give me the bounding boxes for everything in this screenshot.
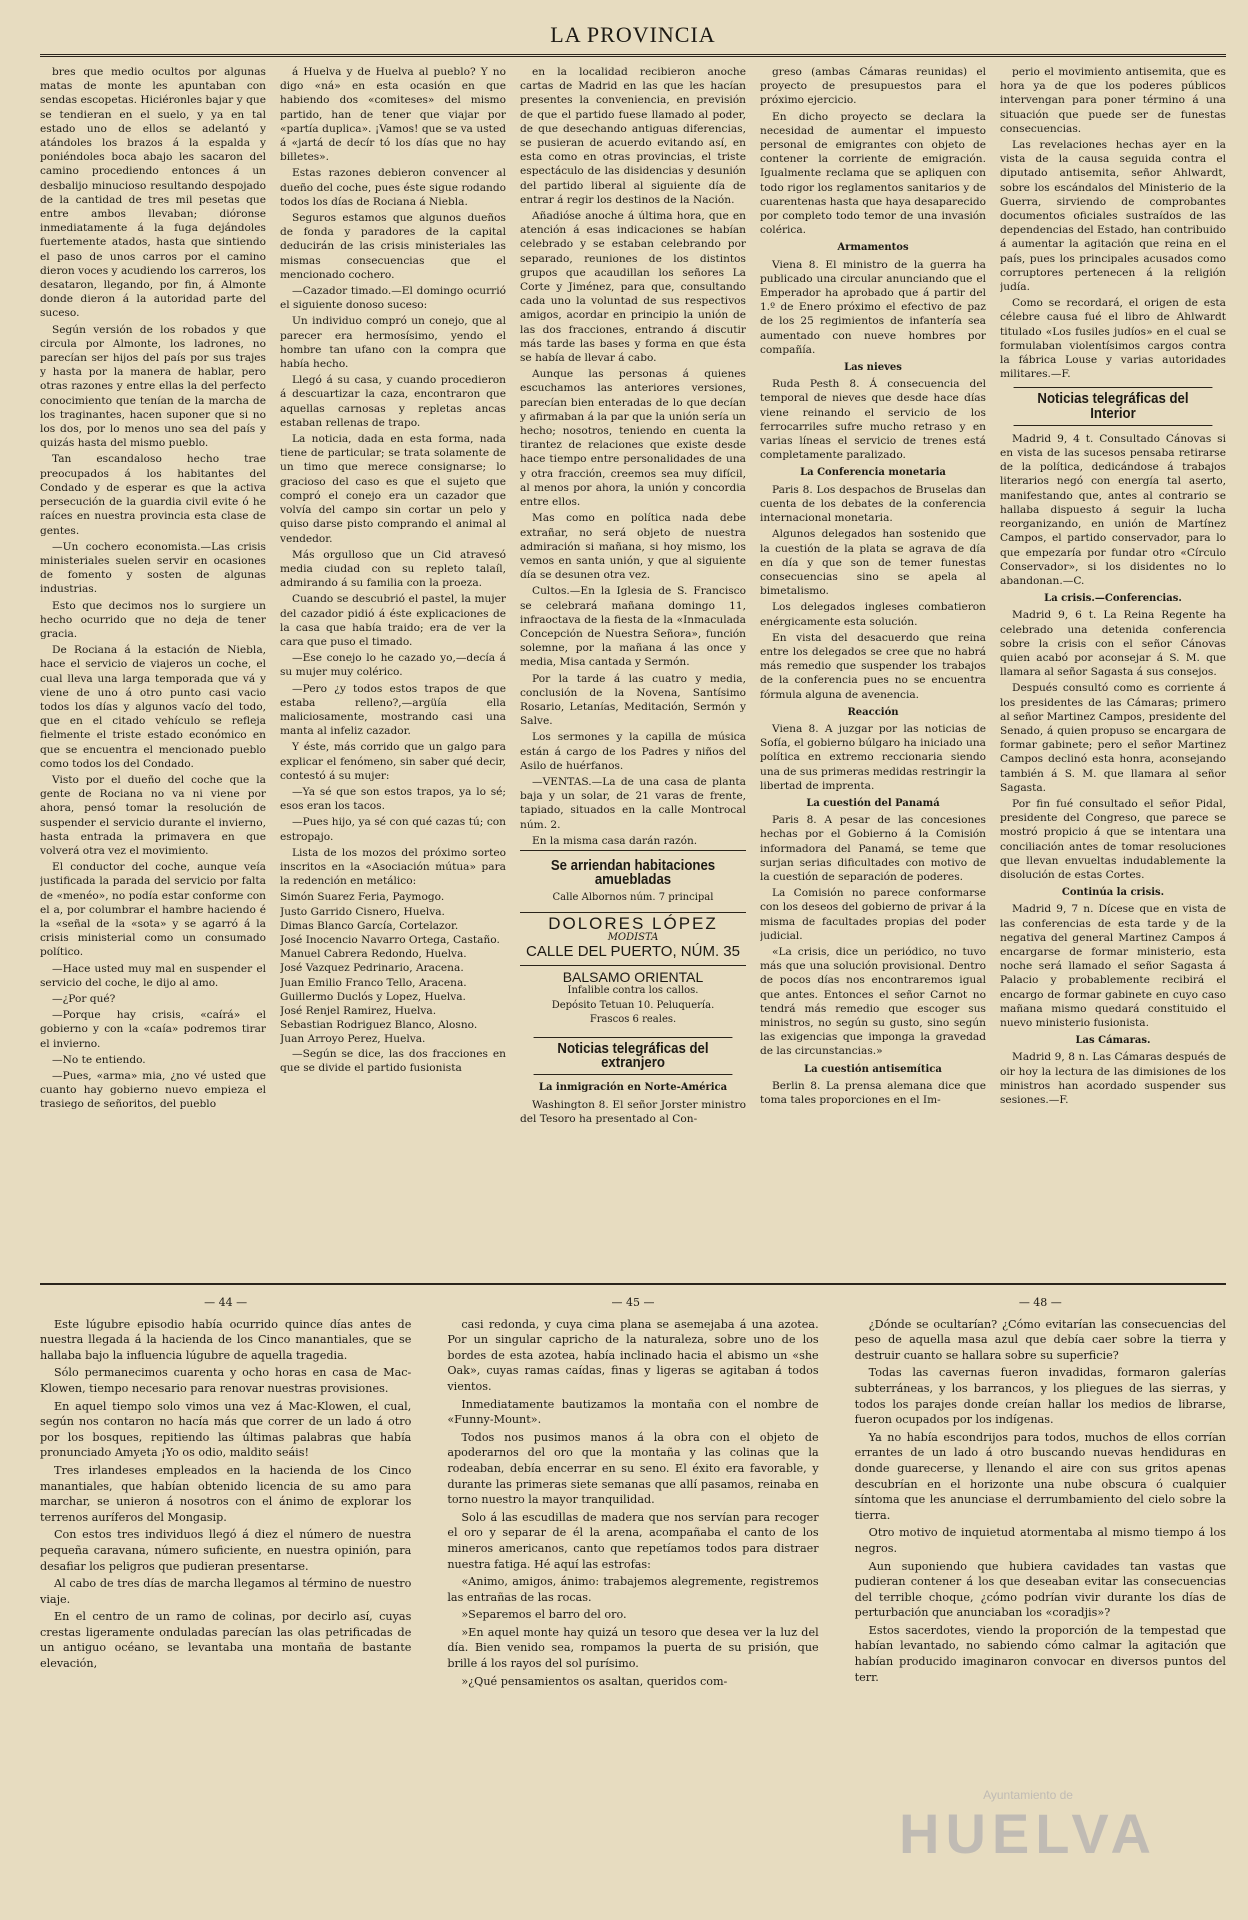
- ad-rooms-address: Calle Albornos núm. 7 principal: [552, 892, 714, 904]
- ad-dolores-name: DOLORES LÓPEZ: [548, 913, 718, 933]
- paragraph: Paris 8. Los despachos de Bruselas dan cuenta de los debates de la conferencia internacional monetaria.: [760, 483, 986, 525]
- paragraph: ¿Dónde se ocultarían? ¿Cómo evitarían las consecuencias del peso de aquella masa azul que debía caer sobre la tierra y destruir cuanto se hallara sobre su superficie?: [854, 1317, 1226, 1362]
- paragraph: Como se recordará, el origen de esta célebre causa fué el libro de Ahlwardt titulado «Los fusiles judíos» en el cual se formulaban violentísimos cargos contra la fábrica Louse y varias autoridades militares.—F.: [1000, 297, 1226, 381]
- paragraph: Después consultó como es corriente á los presidentes de las Cámaras; primero al señor Martinez Campos, presidente del Senado, á quien propuso se encargara de formar gabinete; pero el señor Martinez Campos declinó esta honra, aconsejando también á S. M. que llamara al señor Sagasta.: [1000, 682, 1226, 794]
- names-list: [280, 890, 506, 1046]
- paragraph: Washington 8. El señor Jorster ministro del Tesoro ha presentado al Con-: [520, 1098, 746, 1125]
- paragraph: Solo á las escudillas de madera que nos servían para recoger el oro y separar de él la arena, acompañaba el canto de los mineros americanos, canto que repetíamos todos para distraer nuestra fatiga. Hé aquí las estrofas:: [447, 1510, 819, 1571]
- subheading: La inmigración en Norte-América: [538, 1082, 728, 1094]
- ad-balsamo-line: Frascos 6 reales.: [589, 1013, 677, 1025]
- paragraph: Madrid 9, 6 t. La Reina Regente ha celebrado una detenida conferencia sobre la crisis con el señor Cánovas quien acabó por aconsejar á S. M. que llamara al señor Sagasta á sus consejos.: [1000, 609, 1226, 679]
- page-number: — 48 —: [1018, 1296, 1062, 1309]
- paragraph: Viena 8. A juzgar por las noticias de Sofía, el gobierno búlgaro ha iniciado una política en extremo reccionaria siendo una de sus primeras medidas restringir la libertad de imprenta.: [760, 722, 986, 792]
- paragraph: En aquel tiempo solo vimos una vez á Mac-Klowen, el cual, según nos contaron no hacía más que correr de un lado á otro por los bosques, repitiendo las últimas palabras que había pronunciado Amyeta ¡Yo os odio, maldito seáis!: [40, 1399, 412, 1460]
- paragraph: Otro motivo de inquietud atormentaba al mismo tiempo á los negros.: [854, 1526, 1226, 1555]
- list-item: Juan Arroyo Perez, Huelva.: [280, 1033, 426, 1046]
- paragraph: Cuando se descubrió el pastel, la mujer del cazador pidió á éste explicaciones de la casa que había traido; era de ver la cara que puso el timado.: [280, 593, 506, 648]
- paragraph: —Pues, «arma» mia, ¿no vé usted que cuanto hay gobierno nuevo empieza el trasiego de señoritos, del pueblo: [40, 1070, 266, 1111]
- list-item: Dimas Blanco García, Cortelazor.: [280, 919, 459, 932]
- column-4: [760, 65, 986, 1275]
- paragraph: Según versión de los robados y que circula por Almonte, los ladrones, no parecían ser hijos del país por sus trajes y hasta por la manera de hablar, pero otras razones y entre ellas la del perfecto conocimiento que tenían de la marcha de los traginantes, hacen suponer que si no los dos, por lo menos uno sea del país y quizás hasta del mismo pueblo.: [40, 323, 266, 450]
- watermark-line: Ayuntamiento de: [983, 1788, 1073, 1802]
- ad-rooms-title: Se arriendan habitaciones amuebladas: [550, 856, 716, 889]
- paragraph: Algunos delegados han sostenido que la cuestión de la plata se agrava de día en día y que son de temer funestas consecuencias sino se apela al bimetalismo.: [760, 528, 986, 598]
- page-number: — 44 —: [204, 1296, 248, 1309]
- column-1: [40, 65, 266, 1275]
- paragraph: Madrid 9, 8 n. Las Cámaras después de oir hoy la lectura de las dimisiones de los ministros han acordado suspender sus sesiones.—F.: [1000, 1051, 1226, 1107]
- paragraph: —Un cochero economista.—Las crisis ministeriales suelen servir en ocasiones de fomento y sosten de algunas industrias.: [40, 540, 266, 596]
- ad-balsamo: [520, 965, 746, 1031]
- paragraph: greso (ambas Cámaras reunidas) el proyecto de presupuestos para el próximo ejercicio.: [760, 66, 986, 107]
- masthead-rule: [40, 54, 1226, 57]
- ad-dolores-address: CALLE DEL PUERTO, NÚM. 35: [526, 942, 740, 960]
- paragraph: —Ya sé que son estos trapos, ya lo sé; esos eran los tacos.: [280, 785, 506, 813]
- paragraph: En vista del desacuerdo que reina entre los delegados se cree que no habrá más remedio que suspender los trabajos de la conferencia pues no se encuentra fórmula alguna de avenencia.: [760, 631, 986, 701]
- subheading: La cuestión antisemítica: [804, 1063, 942, 1075]
- paragraph: Berlin 8. La prensa alemana dice que toma tales proporciones en el Im-: [760, 1079, 986, 1107]
- paragraph: —Según se dice, las dos fracciones en que se divide el partido fusionista: [280, 1047, 506, 1074]
- paragraph: Estos sacerdotes, viendo la proporción de la tempestad que habían levantado, no sabiendo cómo calmar la agitación que habían producido imaginaron convocar en diversos puntos del terr.: [854, 1623, 1226, 1684]
- paragraph: »En aquel monte hay quizá un tesoro que desea ver la luz del día. Bien venido sea, rompamos la puerta de su prisión, que brille á los rayos del sol purísimo.: [447, 1625, 819, 1671]
- folletin-page-44: [40, 1295, 411, 1915]
- paragraph: Tres irlandeses empleados en la hacienda de los Cinco manantiales, que habían obtenido licencia de su amo para marchar, se unieron á nosotros con el ánimo de explorar los terrenos auríferos del Mongasip.: [40, 1463, 412, 1524]
- paragraph: Madrid 9, 4 t. Consultado Cánovas si en vista de las sucesos pensaba retirarse de la política, dedicándose á trabajos literarios negó con energía tal aserto, manifestando que, antes al contrario se hallaba dispuesto á seguir la lucha reorganizando, en unión de Martínez Campos, el partido conservador, para lo que empezaría por fundar otro «Círculo Conservador», si los disidentes no lo abandonan.—C.: [1000, 432, 1226, 587]
- paragraph: Aunque las personas á quienes escuchamos las anteriores versiones, parecían bien enteradas de lo que decían y afirmaban á la par que la unión sería un hecho; nosotros, teniendo en cuenta la tirantez de relaciones que existe desde hace tiempo entre personalidades de una y otra fracción, creemos sea muy difícil, al menos por ahora, la unión y concordia entre ellos.: [520, 368, 746, 509]
- paragraph: Más orgulloso que un Cid atravesó media ciudad con su repleto talaíl, admirando á su familia con la proeza.: [280, 548, 506, 590]
- paragraph: Al cabo de tres días de marcha llegamos al término de nuestro viaje.: [40, 1577, 412, 1606]
- masthead-title: LA PROVINCIA: [550, 22, 716, 47]
- ad-balsamo-line: Depósito Tetuan 10. Peluquería.: [551, 999, 715, 1011]
- section-heading-foreign: Noticias telegráficas del extranjero: [534, 1037, 733, 1075]
- paragraph: perio el movimiento antisemita, que es hora ya de que los poderes públicos intervengan para poner término á una situación que puede ser de funestas consecuencias.: [1000, 66, 1226, 135]
- paragraph: —Ese conejo lo he cazado yo,—decía á su mujer muy colérico.: [280, 652, 506, 679]
- paragraph: Seguros estamos que algunos dueños de fonda y paradores de la capital deducirán de las crisis ministeriales las mismas consecuencias que el mencionado cochero.: [280, 212, 506, 281]
- paragraph: Ruda Pesth 8. Á consecuencia del temporal de nieves que desde hace días viene reinando el servicio de los ferrocarriles sufre mucho retraso y en varias líneas el servicio de trenes está completamente paralizado.: [760, 378, 986, 462]
- paragraph: —Cazador timado.—El domingo ocurrió el siguiente donoso suceso:: [280, 285, 506, 312]
- paragraph: Por la tarde á las cuatro y media, conclusión de la Novena, Santísimo Rosario, Letanías, Meditación, Sermón y Salve.: [520, 672, 746, 728]
- subheading: Reacción: [847, 706, 899, 718]
- subheading: Continúa la crisis.: [1061, 887, 1165, 899]
- ad-balsamo-name: BALSAMO ORIENTAL: [562, 969, 704, 986]
- paragraph: Madrid 9, 7 n. Dícese que en vista de las conferencias de esta tarde y de la negativa del general Martinez Campos á encargarse de formar ministerio, esta noche será llamado el señor Sagasta á Palacio y probablemente recibirá el encargo de formar gabinete en cuyo caso mañana mismo quedará constituido el nuevo ministerio fusionista.: [1000, 903, 1226, 1029]
- column-3: [520, 65, 746, 1275]
- list-item: Juan Emilio Franco Tello, Aracena.: [280, 976, 467, 989]
- paragraph: —Hace usted muy mal en suspender el servicio del coche, le dijo al amo.: [40, 962, 266, 989]
- paragraph: La noticia, dada en esta forma, nada tiene de particular; se trata solamente de un timo que merece consignarse; lo gracioso del caso es que el sujeto que compró el conejo era un cazador que volvía del campo sin cortar un pelo y quiso darse pisto comprando el animal al vendedor.: [280, 433, 506, 545]
- paragraph: —No te entiendo.: [52, 1053, 146, 1066]
- paragraph: En la misma casa darán razón.: [532, 834, 698, 847]
- ad-balsamo-line: Infalible contra los callos.: [567, 985, 699, 997]
- subheading: Las nieves: [844, 362, 902, 374]
- paragraph: »¿Qué pensamientos os asaltan, queridos com-: [461, 1674, 728, 1688]
- list-item: Guillermo Duclós y Lopez, Huelva.: [280, 990, 466, 1003]
- paragraph: Los delegados ingleses combatieron enérgicamente esta solución.: [760, 601, 986, 628]
- list-item: Justo Garrido Cisnero, Huelva.: [280, 905, 445, 918]
- list-item: José Vazquez Pedrinario, Aracena.: [280, 962, 464, 975]
- paragraph: á Huelva y de Huelva al pueblo? Y no digo «ná» en esta ocasión en que habiendo dos «comiteses» del mismo partido, han de tener que viajar por «partía duplica». ¡Vamos! que se va usted á «jartá de decír tó los días que no hay billetes».: [280, 66, 506, 164]
- paragraph: Todas las cavernas fueron invadidas, formaron galerías subterráneas, y los barrancos, y los pliegues de las sierras, y todos los parajes donde creían hallar los medios de librarse, fueron ocupados por los indígenas.: [854, 1366, 1226, 1427]
- paragraph: Ya no había escondrijos para todos, muchos de ellos corrían errantes de un lado á otro buscando nuevas hendiduras en donde guarecerse, y llenando el aire con sus gritos apenas descubrían en el horizonte una nube obscura ó cualquier síntoma que les anunciase el derrumbamiento del cielo sobre la tierra.: [854, 1430, 1226, 1522]
- section-heading-interior: Noticias telegráficas del Interior: [1014, 387, 1213, 425]
- list-item: José Inocencio Navarro Ortega, Castaño.: [280, 933, 500, 946]
- paragraph: —Porque hay crisis, «caírá» el gobierno y con la «caía» podremos tirar el invierno.: [40, 1009, 266, 1050]
- paragraph: »Separemos el barro del oro.: [461, 1608, 627, 1622]
- paragraph: —VENTAS.—La de una casa de planta baja y un solar, de 21 varas de frente, tapiado, situados en la calle Montrocal núm. 2.: [520, 775, 746, 831]
- paragraph: Todos nos pusimos manos á la obra con el objeto de apoderarnos del oro que la montaña y las colinas que la rodeaban, debía encerrar en su seno. El éxito era favorable, y durante las primeras siete semanas que allí pasamos, reinaba en torno nuestro la mayor tranquilidad.: [447, 1430, 819, 1507]
- paragraph: —Pues hijo, ya sé con qué cazas tú; con estropajo.: [280, 816, 506, 843]
- paragraph: En el centro de un ramo de colinas, por decirlo así, cuyas crestas ligeramente onduladas parecían las olas petrificadas de un antiguo océano, se levantaba una montaña de bastante elevación,: [40, 1610, 412, 1671]
- watermark-line: HUELVA: [899, 1802, 1157, 1865]
- news-columns: [40, 65, 1226, 1275]
- paragraph: Viena 8. El ministro de la guerra ha publicado una circular anunciando que el Emperador ha aprobado que á partir del 1.º de Enero próximo el efectivo de paz de los 25 regimientos de infantería sea aumentado con nueve hombres por compañía.: [760, 258, 986, 356]
- page-number: — 45 —: [611, 1296, 655, 1309]
- paragraph: Cultos.—En la Iglesia de S. Francisco se celebrará mañana domingo 11, infraoctava de la fiesta de la «Inmaculada Concepción de Nuestra Señora», función solemne, por la mañana á las once y media, Misa cantada y Sermón.: [520, 585, 746, 669]
- ad-dolores-trade: MODISTA: [607, 931, 659, 943]
- paragraph: Paris 8. A pesar de las concesiones hechas por el Gobierno á la Comisión informadora del Panamá, se teme que surjan serias dificultades con motivo de la cuestión de separación de poderes.: [760, 814, 986, 883]
- paragraph: Lista de los mozos del próximo sorteo inscritos en la «Asociación mútua» para la redención en metálico:: [280, 846, 506, 888]
- column-5: [1000, 65, 1226, 1275]
- paragraph: En dicho proyecto se declara la necesidad de aumentar el impuesto personal de emigrantes con objeto de contener la corriente de emigración. Igualmente reclama que se apliquen con todo rigor los reglamentos sanitarios y de cuarentenas hasta que haya desaparecido por completo todo temor de una invasión colérica.: [760, 110, 986, 237]
- paragraph: —¿Por qué?: [52, 993, 116, 1005]
- paragraph: «La crisis, dice un periódico, no tuvo más que una solución provisional. Dentro de pocos días nos encontraremos igual que antes. Entonces el señor Carnot no tendrá más remedio que escoger sus ministros, no según su gusto, sino según las exigencias que imponga la gravedad de las circunstancias.»: [760, 945, 986, 1058]
- paragraph: De Rociana á la estación de Niebla, hace el servicio de viajeros un coche, el cual lleva una larga temporada que vá y viene de uno á otro punto casi vacio todos los días y algunos vacío del todo, que en el citado vehículo se refleja fielmente el triste estado económico en que se encuentra el mencionado pueblo como todos los del Condado.: [40, 644, 266, 770]
- folletin-divider: [40, 1283, 1226, 1285]
- subheading: Las Cámaras.: [1075, 1035, 1151, 1047]
- paragraph: Un individuo compró un conejo, que al parecer era hermosísimo, yendo el hombre tan ufano con la compra que había hecho.: [280, 315, 506, 371]
- ad-rooms: [520, 850, 746, 910]
- folletin-page-45: [447, 1295, 818, 1915]
- list-item: José Renjel Ramirez, Huelva.: [280, 1005, 437, 1017]
- paragraph: Mas como en política nada debe extrañar, no será objeto de nuestra admiración si mañana, si hoy mismo, los vemos en santa unión, y que al siguiente día se desunen otra vez.: [520, 512, 746, 582]
- list-item: Manuel Cabrera Redondo, Huelva.: [280, 948, 467, 961]
- paragraph: Este lúgubre episodio había ocurrido quince días antes de nuestra llegada á la hacienda de los Cinco manantiales, que se hallaba bajo la influencia lúgubre de aquella tragedia.: [40, 1317, 412, 1362]
- paragraph: Los sermones y la capilla de música están á cargo de los Padres y niños del Asilo de huérfanos.: [520, 731, 746, 772]
- column-2: [280, 65, 506, 1275]
- paragraph: Llegó á su casa, y cuando procedieron á descuartizar la caza, encontraron que aquellas carnosas y repletas ancas estaban rellenas de trapo.: [280, 374, 506, 429]
- paragraph: Con estos tres individuos llegó á diez el número de nuestra pequeña caravana, número suficiente, en nuestra opinión, para desafiar los peligros que pudieran presentarse.: [40, 1528, 412, 1573]
- paragraph: en la localidad recibieron anoche cartas de Madrid en las que les hacían presentes la conveniencia, en previsión de que el partido fuese llamado al poder, de que desechando antiguas diferencias, se pusieran de acuerdo evitando así, en esta como en otras provincias, el triste espectáculo de las disidencias y desunión del partido liberal al siguiente día de entrar á regir los destinos de la Nación.: [520, 66, 746, 206]
- paragraph: Por fin fué consultado el señor Pidal, presidente del Congreso, que parece se mostró propicio á que se intentara una conciliación antes de tomar resoluciones que llevan envueltas indudablemente la disolución de estas Cortes.: [1000, 797, 1226, 881]
- archive-watermark: [878, 1788, 1178, 1898]
- ad-dolores: [520, 912, 746, 964]
- paragraph: Esto que decimos nos lo surgiere un hecho ocurrido que no deja de tener gracia.: [40, 599, 266, 640]
- paragraph: Y éste, más corrido que un galgo para explicar el fenómeno, sin saber qué decir, contestó á su mujer:: [280, 741, 506, 782]
- paragraph: Aun suponiendo que hubiera cavidades tan vastas que pudieran contener á los que deseaban evitar las consecuencias del terrible choque, ¿cómo podrían vivir durante los días de perturbación que anunciaban los «coradjis»?: [854, 1559, 1226, 1620]
- paragraph: Estas razones debieron convencer al dueño del coche, pues éste sigue rodando todos los días de Rociana á Niebla.: [280, 167, 506, 208]
- list-item: Sebastian Rodriguez Blanco, Alosno.: [280, 1019, 478, 1032]
- paragraph: Sólo permanecimos cuarenta y ocho horas en casa de Mac-Klowen, tiempo necesario para renovar nuestras provisiones.: [40, 1366, 412, 1395]
- subheading: La cuestión del Panamá: [806, 797, 940, 809]
- paragraph: Las revelaciones hechas ayer en la vista de la causa seguida contra el diputado antisemita, señor Ahlwardt, sobre los escándalos del Ministerio de la Guerra, sirviendo de comprobantes documentos oficiales sustraídos de las dependencias del Estado, han contribuido á aumentar la agitación que reina en el país, pues los principales acusados como corruptores pertenecen á la religión judía.: [1000, 139, 1226, 294]
- paragraph: La Comisión no parece conformarse con los deseos del gobierno de privar á la misma de facultades propias del poder judicial.: [760, 887, 986, 942]
- paragraph: Inmediatamente bautizamos la montaña con el nombre de «Funny-Mount».: [447, 1397, 819, 1427]
- subheading: La crisis.—Conferencias.: [1044, 593, 1182, 605]
- paragraph: casi redonda, y cuya cima plana se asemejaba á una azotea. Por un singular capricho de la naturaleza, sobre uno de los bordes de esta azotea, había inclinado hacia el abismo un «she Oak», cuyas ramas caídas, finas y ligeras se agitaban á todos vientos.: [447, 1317, 819, 1393]
- paragraph: Tan escandaloso hecho trae preocupados á los habitantes del Condado y de esperar es que la activa persecución de la guardia civil evite ó he raíces en nuestra provincia esta clase de gentes.: [40, 453, 266, 537]
- paragraph: —Pero ¿y todos estos trapos de que estaba relleno?,—argüía ella maliciosamente, mostrando casi una manta al infeliz cazador.: [280, 682, 506, 738]
- paragraph: El conductor del coche, aunque veía justificada la parada del servicio por falta de «menéo», no podía estar conforme con el a, por columbrar el hambre haciendo é la «señal de la «sota» y se agarró á la crisis ministerial como un consumado político.: [40, 861, 266, 959]
- subheading: Armamentos: [837, 242, 909, 254]
- paragraph: Visto por el dueño del coche que la gente de Rociana no va ni viene por ahora, pensó tomar la resolución de suspender el servicio durante el invierno, hasta entrada la primavera en que volverá otra vez el movimiento.: [40, 773, 266, 857]
- list-item: Simón Suarez Feria, Paymogo.: [280, 891, 445, 904]
- paragraph: Añadióse anoche á última hora, que en atención á esas indicaciones se habían celebrado y se estaban celebrando por separado, reuniones de los distintos grupos que acaudillan los señores La Corte y Jiménez, para que, consultando cada uno la voluntad de sus respectivos amigos, acordar en principio la unión de las dos fracciones, entrando á discutir más tarde las bases y forma en que ésta se había de llevar á cabo.: [520, 210, 746, 365]
- paragraph: bres que medio ocultos por algunas matas de monte les apuntaban con sendas escopetas. Hiciéronles bajar y que se tendieran en el suelo, y ya en tal estado uno de ellos se adelantó y atándoles los brazos á la espalda y poniéndoles boca abajo les sacaron del camino procediendo entonces á un desbalijo minucioso resultando despojado de la cantidad de tres mil pesetas que entre ambos llevaban; dióronse inmediatamente á la fuga dejándoles fuertemente atados, hasta que sintiendo el paso de unos carros por el camino dieron voces y acudiendo los carreros, los desataron, llegando, por fin, á Almonte donde dieron á la autoridad parte del suceso.: [40, 66, 266, 320]
- paragraph: «Animo, amigos, ánimo: trabajemos alegremente, registremos las entrañas de las rocas.: [447, 1575, 819, 1604]
- subheading: La Conferencia monetaria: [800, 467, 946, 479]
